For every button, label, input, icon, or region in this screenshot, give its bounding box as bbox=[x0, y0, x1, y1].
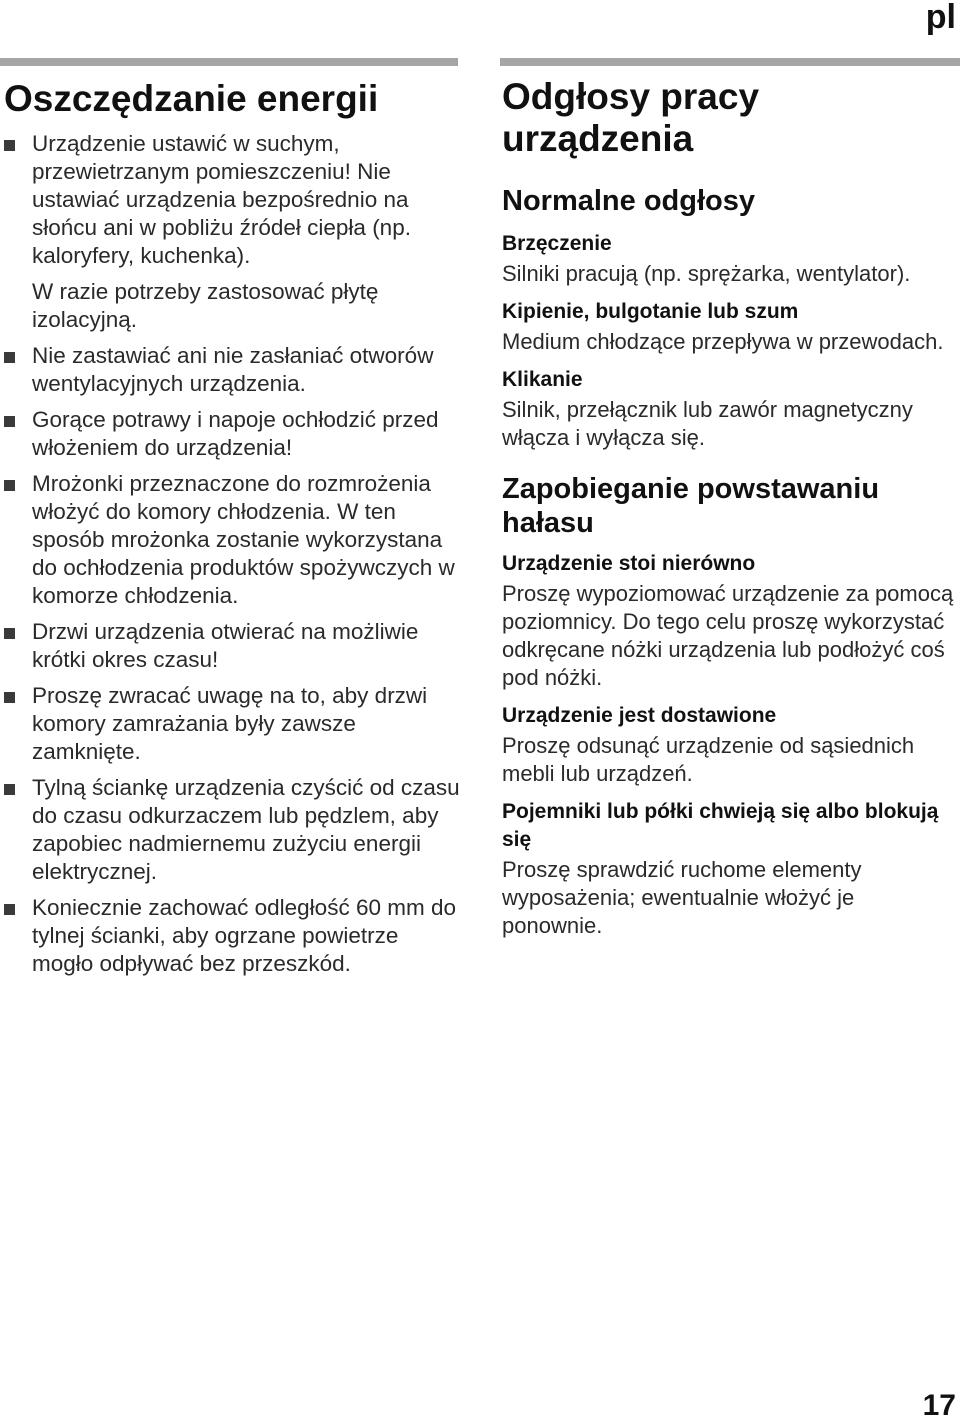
list-item-text: Nie zastawiać ani nie zasłaniać otworów wentylacyjnych urządzenia. bbox=[32, 343, 434, 396]
noise-item-heading: Brzęczenie bbox=[502, 232, 612, 255]
prevention-item-heading: Urządzenie stoi nierówno bbox=[502, 552, 756, 575]
square-bullet-icon bbox=[4, 416, 15, 427]
square-bullet-icon bbox=[4, 140, 15, 151]
prevention-item bbox=[502, 702, 958, 788]
operating-noises-title: Odgłosy pracy urządzenia bbox=[502, 76, 760, 159]
list-item bbox=[4, 130, 460, 334]
list-item bbox=[4, 342, 460, 398]
prevention-item-heading: Pojemniki lub półki chwieją się albo blokują się bbox=[502, 800, 939, 851]
list-item bbox=[4, 406, 460, 462]
square-bullet-icon bbox=[4, 628, 15, 639]
operating-noises-column bbox=[502, 72, 958, 950]
list-item-text: Drzwi urządzenia otwierać na możliwie krótki okres czasu! bbox=[32, 619, 419, 672]
square-bullet-icon bbox=[4, 904, 15, 915]
list-item-text: Tylną ściankę urządzenia czyścić od czasu do czasu odkurzaczem lub pędzlem, aby zapobiec nadmiernemu zużyciu energii elektrycznej. bbox=[32, 775, 460, 884]
noise-item bbox=[502, 230, 958, 288]
list-item bbox=[4, 894, 460, 978]
square-bullet-icon bbox=[4, 784, 15, 795]
list-item-text: Gorące potrawy i napoje ochłodzić przed włożeniem do urządzenia! bbox=[32, 407, 439, 460]
left-header-rule bbox=[0, 58, 458, 66]
energy-saving-column bbox=[4, 72, 460, 986]
noise-item-heading: Kipienie, bulgotanie lub szum bbox=[502, 300, 799, 323]
noise-prevention-heading: Zapobieganie powstawaniu hałasu bbox=[502, 473, 880, 539]
page-number: 17 bbox=[922, 1389, 956, 1422]
noise-item-heading: Klikanie bbox=[502, 368, 583, 391]
prevention-item-text: Proszę odsunąć urządzenie od sąsiednich mebli lub urządzeń. bbox=[502, 733, 915, 786]
noise-item-text: Silniki pracują (np. sprężarka, wentylator). bbox=[502, 261, 911, 286]
right-header-rule bbox=[500, 58, 960, 66]
noise-item-text: Silnik, przełącznik lub zawór magnetyczny włącza i wyłącza się. bbox=[502, 397, 913, 450]
square-bullet-icon bbox=[4, 352, 15, 363]
language-code: pl bbox=[925, 0, 956, 36]
noise-item-text: Medium chłodzące przepływa w przewodach. bbox=[502, 329, 944, 354]
list-item-text: Proszę zwracać uwagę na to, aby drzwi komory zamrażania były zawsze zamknięte. bbox=[32, 683, 428, 764]
noise-item bbox=[502, 298, 958, 356]
list-item-subtext: W razie potrzeby zastosować płytę izolacyjną. bbox=[32, 279, 379, 332]
energy-saving-title: Oszczędzanie energii bbox=[4, 78, 379, 119]
list-item-text: Koniecznie zachować odległość 60 mm do tylnej ścianki, aby ogrzane powietrze mogło odpływać bez przeszkód. bbox=[32, 895, 456, 976]
list-item bbox=[4, 682, 460, 766]
normal-noises-heading: Normalne odgłosy bbox=[502, 185, 755, 217]
list-item bbox=[4, 470, 460, 610]
list-item bbox=[4, 618, 460, 674]
prevention-item bbox=[502, 550, 958, 692]
list-item bbox=[4, 774, 460, 886]
prevention-item-text: Proszę wypoziomować urządzenie za pomocą poziomnicy. Do tego celu proszę wykorzystać odkręcane nóżki urządzenia lub podłożyć coś pod nóżki. bbox=[502, 581, 954, 690]
prevention-item bbox=[502, 798, 958, 940]
list-item-text: Mrożonki przeznaczone do rozmrożenia włożyć do komory chłodzenia. W ten sposób mrożonka zostanie wykorzystana do ochłodzenia produktów spożywczych w komorze chłodzenia. bbox=[32, 471, 455, 608]
noise-item bbox=[502, 366, 958, 452]
prevention-item-heading: Urządzenie jest dostawione bbox=[502, 704, 777, 727]
list-item-text: Urządzenie ustawić w suchym, przewietrzanym pomieszczeniu! Nie ustawiać urządzenia bezpośrednio na słońcu ani w pobliżu źródeł ciepła (np. kaloryfery, kuchenka). bbox=[32, 131, 411, 268]
square-bullet-icon bbox=[4, 692, 15, 703]
prevention-item-text: Proszę sprawdzić ruchome elementy wyposażenia; ewentualnie włożyć je ponownie. bbox=[502, 857, 862, 938]
square-bullet-icon bbox=[4, 480, 15, 491]
energy-tips-list bbox=[4, 130, 460, 978]
